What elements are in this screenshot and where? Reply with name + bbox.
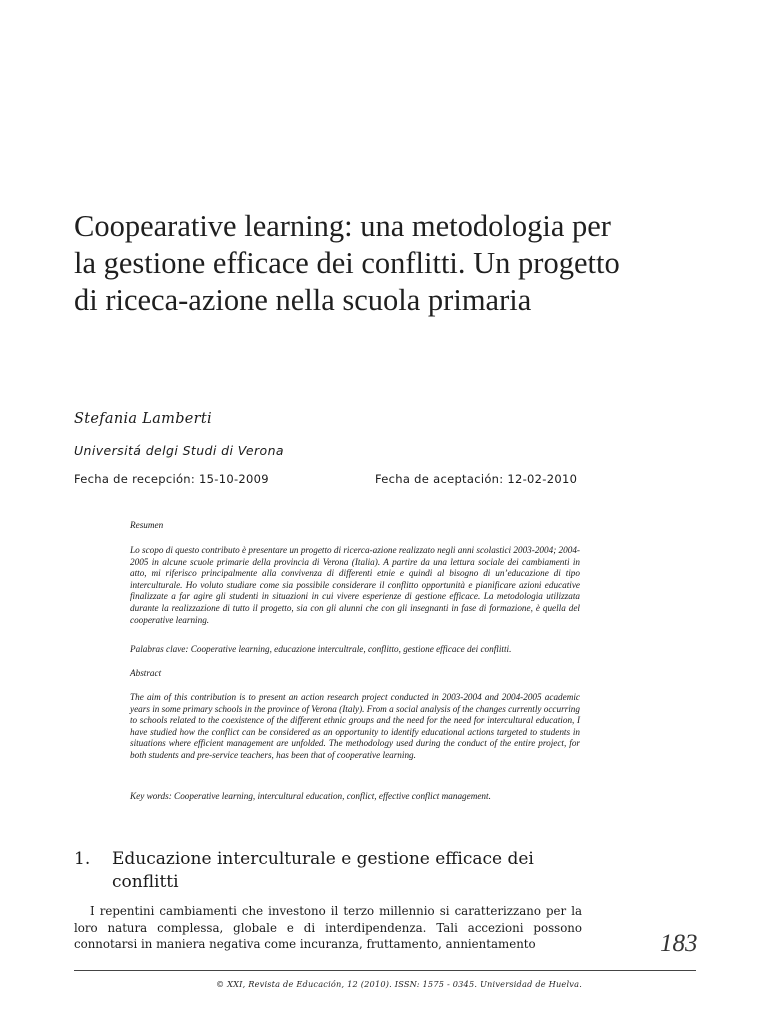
section-heading bbox=[74, 848, 594, 894]
resumen-label: Resumen bbox=[130, 520, 164, 530]
section-title: Educazione interculturale e gestione efficace dei conflitti bbox=[112, 849, 534, 892]
footer-rule bbox=[74, 970, 696, 971]
journal-footer: © XXI, Revista de Educación, 12 (2010). ISSN: 1575 - 0345. Universidad de Huelva. bbox=[215, 979, 582, 989]
page-number: 183 bbox=[660, 930, 698, 957]
abstract-keywords: Key words: Cooperative learning, intercultural education, conflict, effective conflict management. bbox=[130, 791, 491, 801]
accepted-date: Fecha de aceptación: 12-02-2010 bbox=[375, 472, 578, 486]
author-name: Stefania Lamberti bbox=[74, 411, 212, 427]
section-body: I repentini cambiamenti che investono il terzo millennio si caratterizzano per la loro natura complessa, globale e di interdipendenza. Tali accezioni possono connotarsi in maniera negativa come incuranza, fruttamento, annientamento bbox=[74, 904, 582, 951]
resumen-text: Lo scopo di questo contributo è presentare un progetto di ricerca-azione realizzato negli anni scolastici 2003-2004; 2004-2005 in alcune scuole primarie della provincia di Verona (Italia). A partire da una lettura sociale dei cambiamenti in atto, mi riferisco principalmente alla convivenza di differenti etnie e quindi al bisogno di un’educazione di tipo interculturale. Ho voluto studiare come sia possibile considerare il conflitto opportunità e pianificare azioni educative finalizzate a far agire gli studenti in situazioni in cui vivere esperienze di gestione efficace. La metodologia utilizzata durante la realizzazione di tutto il progetto, sia con gli alunni che con gli insegnanti in fase di formazione, è quella del cooperative learning. bbox=[130, 545, 580, 625]
article-title: Coopearative learning: una metodologia per la gestione efficace dei conflitti. Un progetto di riceca-azione nella scuola primaria bbox=[74, 209, 620, 317]
author-affiliation: Universitá delgi Studi di Verona bbox=[74, 443, 284, 458]
received-date: Fecha de recepción: 15-10-2009 bbox=[74, 472, 269, 486]
section-number: 1. bbox=[74, 849, 91, 869]
abstract-label: Abstract bbox=[130, 668, 162, 678]
resumen-keywords: Palabras clave: Cooperative learning, educazione intercultrale, conflitto, gestione efficace dei conflitti. bbox=[130, 644, 512, 654]
abstract-text: The aim of this contribution is to present an action research project conducted in 2003-2004 and 2004-2005 academic years in some primary schools in the province of Verona (Italy). From a social analysis of the changes currently occurring to schools related to the coexistence of the different ethnic groups and the need for the need for intercultural education, I have studied how the conflict can be considered as an opportunity to identify educational actions targeted to students in situations where efficient management are unfolded. The methodology used during the conduct of the entire project, for both students and pre-service teachers, has been that of cooperative learning. bbox=[130, 692, 580, 760]
